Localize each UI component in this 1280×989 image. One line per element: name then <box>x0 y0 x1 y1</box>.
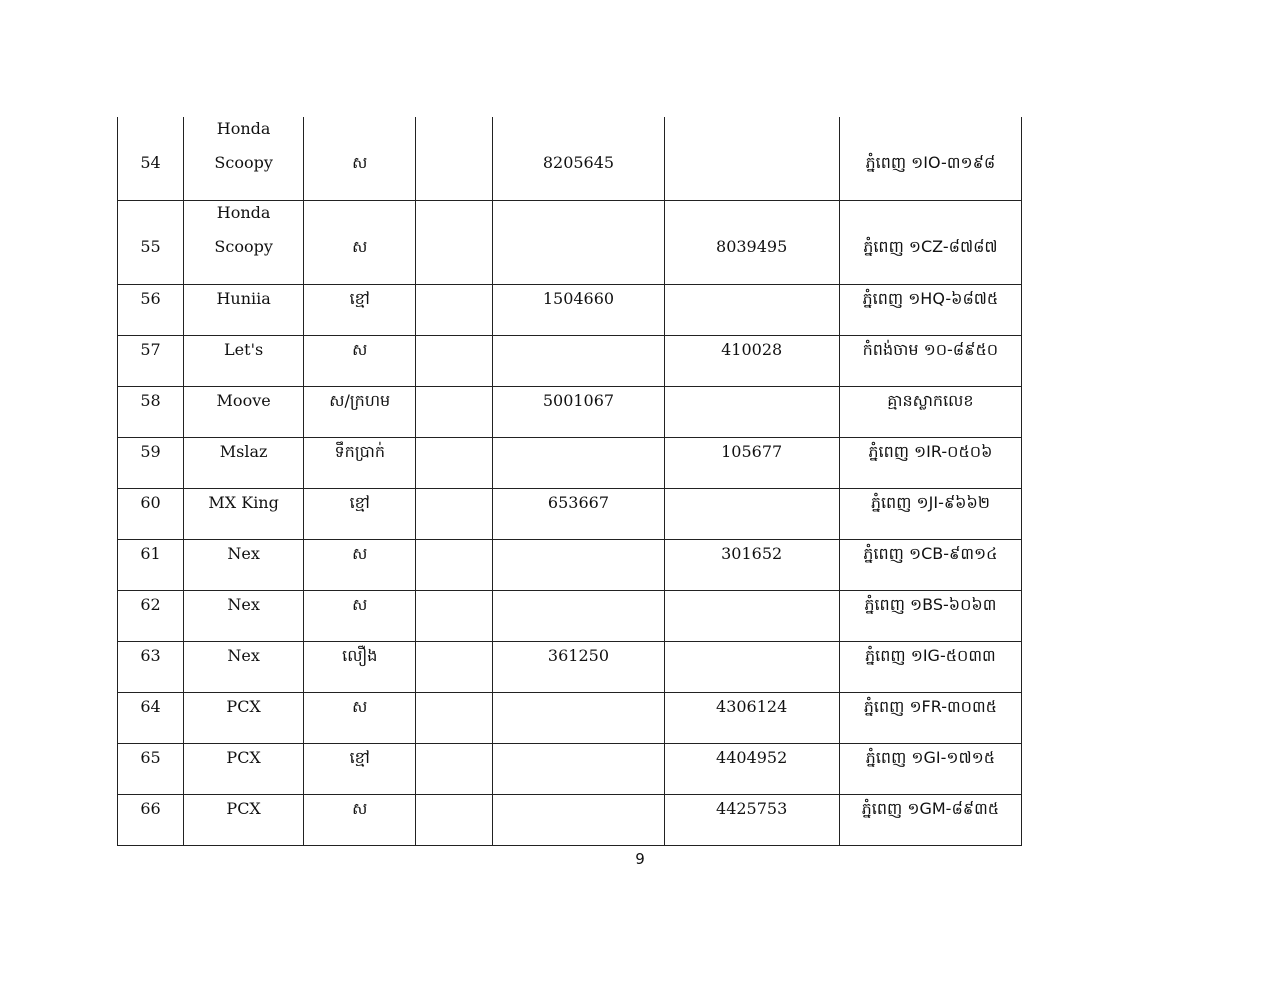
plate-cell: ភ្នំពេញ ១JI-៩៦៦២ <box>839 489 1021 540</box>
plate-cell: ភ្នំពេញ ១CB-៩៣១៤ <box>839 540 1021 591</box>
model-line-2: Scoopy <box>214 237 273 256</box>
number-cell-1: 653667 <box>493 489 664 540</box>
number-cell-1 <box>493 540 664 591</box>
number-cell-2: 4404952 <box>664 744 839 795</box>
empty-cell <box>416 642 493 693</box>
model-line-1: Honda <box>216 119 271 138</box>
number-cell-2: 301652 <box>664 540 839 591</box>
model-cell: MX King <box>184 489 304 540</box>
color-cell: ស <box>304 591 416 642</box>
color-cell: ទឹកប្រាក់ <box>304 438 416 489</box>
number-cell-1 <box>493 591 664 642</box>
color-cell: ស <box>304 117 416 201</box>
model-line-2: Scoopy <box>214 153 273 172</box>
row-number-cell: 65 <box>118 744 184 795</box>
plate-cell: កំពង់ចាម ១០-៨៩៥០ <box>839 336 1021 387</box>
number-cell-1 <box>493 438 664 489</box>
row-number-cell: 63 <box>118 642 184 693</box>
table-row <box>118 642 1022 693</box>
model-cell: Let's <box>184 336 304 387</box>
color-cell: ស <box>304 201 416 285</box>
number-cell-1: 361250 <box>493 642 664 693</box>
plate-cell: ភ្នំពេញ ១IO-៣១៩៨ <box>839 117 1021 201</box>
model-cell: Nex <box>184 642 304 693</box>
empty-cell <box>416 591 493 642</box>
table-row <box>118 387 1022 438</box>
row-number-cell: 61 <box>118 540 184 591</box>
color-cell: ខ្មៅ <box>304 285 416 336</box>
row-number-cell: 55 <box>118 201 184 285</box>
number-cell-2: 8039495 <box>664 201 839 285</box>
table-row <box>118 336 1022 387</box>
table-row <box>118 795 1022 846</box>
color-cell: ស <box>304 540 416 591</box>
model-cell: PCX <box>184 693 304 744</box>
number-cell-2 <box>664 489 839 540</box>
color-cell: ខ្មៅ <box>304 489 416 540</box>
number-cell-1 <box>493 336 664 387</box>
model-line-1: Honda <box>216 203 271 222</box>
number-cell-2: 4306124 <box>664 693 839 744</box>
color-cell: ស/ក្រហម <box>304 387 416 438</box>
number-cell-2: 105677 <box>664 438 839 489</box>
model-cell <box>184 201 304 285</box>
table-row <box>118 438 1022 489</box>
row-number-cell: 58 <box>118 387 184 438</box>
plate-cell: គ្មានស្លាកលេខ <box>839 387 1021 438</box>
empty-cell <box>416 387 493 438</box>
row-number-cell: 54 <box>118 117 184 201</box>
color-cell: ស <box>304 693 416 744</box>
row-number-cell: 57 <box>118 336 184 387</box>
number-cell-1: 5001067 <box>493 387 664 438</box>
number-cell-1 <box>493 795 664 846</box>
plate-cell: ភ្នំពេញ ១GI-១៧១៥ <box>839 744 1021 795</box>
number-cell-2 <box>664 387 839 438</box>
vehicle-table <box>117 117 1022 846</box>
color-cell: ខ្មៅ <box>304 744 416 795</box>
empty-cell <box>416 795 493 846</box>
color-cell: ស <box>304 795 416 846</box>
empty-cell <box>416 489 493 540</box>
plate-cell: ភ្នំពេញ ១FR-៣០៣៥ <box>839 693 1021 744</box>
number-cell-1: 1504660 <box>493 285 664 336</box>
table-row <box>118 489 1022 540</box>
table-row <box>118 693 1022 744</box>
table-row <box>118 591 1022 642</box>
row-number-cell: 60 <box>118 489 184 540</box>
model-cell: Mslaz <box>184 438 304 489</box>
table-row <box>118 201 1022 285</box>
model-cell: Nex <box>184 540 304 591</box>
model-cell: Huniia <box>184 285 304 336</box>
plate-cell: ភ្នំពេញ ១IR-០៥០៦ <box>839 438 1021 489</box>
plate-cell: ភ្នំពេញ ១HQ-៦៨៧៥ <box>839 285 1021 336</box>
number-cell-2: 4425753 <box>664 795 839 846</box>
empty-cell <box>416 117 493 201</box>
empty-cell <box>416 744 493 795</box>
table-row <box>118 744 1022 795</box>
number-cell-1 <box>493 693 664 744</box>
color-cell: លឿង <box>304 642 416 693</box>
plate-cell: ភ្នំពេញ ១CZ-៨៧៨៧ <box>839 201 1021 285</box>
number-cell-2 <box>664 591 839 642</box>
plate-cell: ភ្នំពេញ ១BS-៦០៦៣ <box>839 591 1021 642</box>
row-number-cell: 64 <box>118 693 184 744</box>
model-cell <box>184 117 304 201</box>
number-cell-1 <box>493 201 664 285</box>
table-row <box>118 117 1022 201</box>
number-cell-1 <box>493 744 664 795</box>
row-number-cell: 59 <box>118 438 184 489</box>
row-number-cell: 66 <box>118 795 184 846</box>
empty-cell <box>416 540 493 591</box>
model-cell: PCX <box>184 795 304 846</box>
plate-cell: ភ្នំពេញ ១IG-៥០៣៣ <box>839 642 1021 693</box>
model-cell: Nex <box>184 591 304 642</box>
number-cell-2 <box>664 117 839 201</box>
model-cell: Moove <box>184 387 304 438</box>
empty-cell <box>416 438 493 489</box>
empty-cell <box>416 201 493 285</box>
plate-cell: ភ្នំពេញ ១GM-៨៩៣៥ <box>839 795 1021 846</box>
row-number-cell: 56 <box>118 285 184 336</box>
table-row <box>118 285 1022 336</box>
table-row <box>118 540 1022 591</box>
color-cell: ស <box>304 336 416 387</box>
empty-cell <box>416 285 493 336</box>
number-cell-1: 8205645 <box>493 117 664 201</box>
row-number-cell: 62 <box>118 591 184 642</box>
number-cell-2 <box>664 642 839 693</box>
number-cell-2: 410028 <box>664 336 839 387</box>
number-cell-2 <box>664 285 839 336</box>
empty-cell <box>416 336 493 387</box>
page-number: 9 <box>635 850 645 868</box>
model-cell: PCX <box>184 744 304 795</box>
empty-cell <box>416 693 493 744</box>
